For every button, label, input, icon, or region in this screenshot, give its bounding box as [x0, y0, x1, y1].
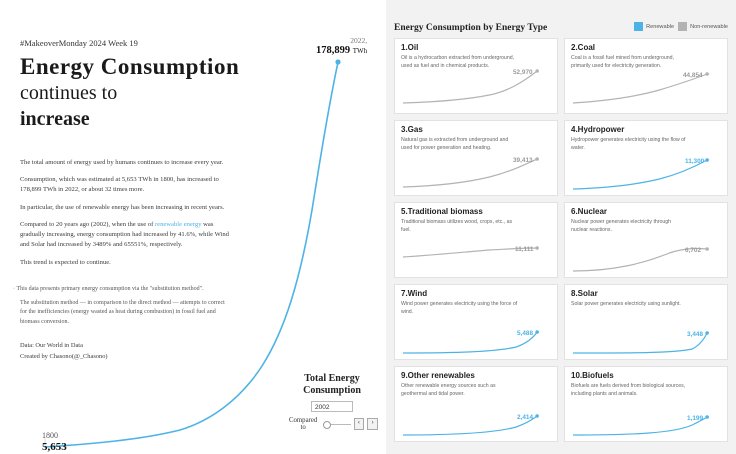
headline-line-2: continues to: [20, 82, 118, 105]
peak-annotation: [316, 36, 367, 56]
card-value-oil: 52,970: [513, 69, 533, 76]
card-desc-nuclear: Nuclear power generates electricity through nuclear reactions.: [571, 219, 672, 233]
total-energy-control: [286, 373, 378, 431]
sparkline-wind: [395, 284, 557, 359]
energy-card-oil[interactable]: [394, 38, 558, 114]
energy-card-biofuels[interactable]: [564, 366, 728, 442]
body-copy: [20, 158, 235, 275]
card-index-hydropower: 4.: [571, 125, 578, 134]
card-name-traditional-biomass: Traditional biomass: [407, 207, 483, 216]
card-desc-biofuels: Biofuels are fuels derived from biological sources, including plants and animals.: [571, 383, 686, 397]
highlight-renewable-energy: renewable energy: [154, 220, 202, 228]
card-name-hydropower: Hydropower: [577, 125, 625, 134]
energy-card-coal[interactable]: [564, 38, 728, 114]
control-title-line-2: Consumption: [303, 385, 361, 396]
energy-card-wind[interactable]: [394, 284, 558, 360]
energy-card-nuclear[interactable]: [564, 202, 728, 278]
sparkline-other-renewables: [395, 366, 557, 441]
prev-year-button[interactable]: ‹: [354, 418, 365, 430]
footnote-text-1: This data presents primary energy consumption via the "substitution method".: [16, 286, 204, 292]
card-index-wind: 7.: [401, 289, 408, 298]
slider-thumb[interactable]: [323, 421, 331, 429]
card-index-gas: 3.: [401, 125, 408, 134]
energy-card-gas[interactable]: [394, 120, 558, 196]
sparkline-nuclear: [565, 202, 727, 277]
credits: [20, 341, 108, 363]
body-paragraph-5: This trend is expected to continue.: [20, 258, 111, 266]
kicker-label: #MakeoverMonday 2024 Week 19: [20, 38, 138, 48]
card-desc-solar: Solar power generates electricity using sunlight.: [571, 301, 681, 307]
compare-control-row: [286, 417, 378, 431]
footnote-line-2: The substitution method — in comparison to the direct method — attempts to correct for the inefficiencies (energy wasted as heat during combustion) in fossil fuel and biomass conversion.: [20, 299, 225, 325]
footnote: [13, 285, 230, 327]
sparkline-solar: [565, 284, 727, 359]
body-paragraph-2: Consumption, which was estimated at 5,653 TWh in 1800, has increased to 178,899 TWh in 2022, or about 32 times more.: [20, 176, 219, 194]
card-desc-traditional-biomass: Traditional biomass utilizes wood, crops, etc., as fuel.: [401, 219, 513, 233]
start-annotation: [42, 431, 67, 453]
peak-year-label: 2022,: [350, 36, 368, 45]
energy-card-traditional-biomass[interactable]: [394, 202, 558, 278]
card-value-solar: 3,448: [687, 331, 703, 338]
card-index-solar: 8.: [571, 289, 578, 298]
card-desc-gas: Natural gas is extracted from underground and used for power generation and heating.: [401, 137, 509, 151]
card-value-nuclear: 6,702: [685, 247, 701, 254]
card-value-coal: 44,854: [683, 72, 703, 79]
card-name-nuclear: Nuclear: [577, 207, 608, 216]
legend-item-non-renewable: [678, 22, 728, 31]
year-slider[interactable]: [323, 420, 350, 429]
energy-type-panel: [386, 0, 736, 454]
card-index-oil: 1.: [401, 43, 408, 52]
legend: [634, 22, 728, 31]
card-name-wind: Wind: [407, 289, 428, 298]
legend-item-renewable: [634, 22, 674, 31]
card-index-nuclear: 6.: [571, 207, 578, 216]
card-name-biofuels: Biofuels: [582, 371, 614, 380]
legend-label-non-renewable: Non-renewable: [690, 23, 728, 30]
page-title: [20, 54, 280, 132]
card-index-coal: 2.: [571, 43, 578, 52]
card-value-other-renewables: 2,414: [517, 414, 533, 421]
card-desc-oil: Oil is a hydrocarbon extracted from underground, used as fuel and in chemical products.: [401, 55, 515, 69]
legend-label-renewable: Renewable: [646, 23, 675, 30]
card-index-other-renewables: 9.: [401, 371, 408, 380]
card-value-gas: 39,413: [513, 157, 533, 164]
card-desc-other-renewables: Other renewable energy sources such as geothermal and tidal power.: [401, 383, 496, 397]
credit-data-source: Data: Our World in Data: [20, 342, 83, 349]
legend-swatch-non-renewable: [678, 22, 687, 31]
card-name-other-renewables: Other renewables: [407, 371, 475, 380]
control-title-line-1: Total Energy: [304, 373, 360, 384]
energy-card-solar[interactable]: [564, 284, 728, 360]
next-year-button[interactable]: ›: [367, 418, 378, 430]
start-year-label: 1800: [42, 431, 58, 440]
card-index-traditional-biomass: 5.: [401, 207, 408, 216]
body-paragraph-4-text: Compared to 20 years ago (2002), when the use of renewable energy was gradually increasing, energy consumption had increased by 41.6%, while Wind and Solar had increased by 3489% and 65551%, respectively.: [20, 220, 229, 249]
compare-label: Compared to: [288, 417, 318, 431]
card-desc-wind: Wind power generates electricity using the force of wind.: [401, 301, 518, 315]
card-value-biofuels: 1,199: [687, 415, 703, 422]
sparkline-traditional-biomass: [395, 202, 557, 277]
card-name-gas: Gas: [407, 125, 423, 134]
card-value-wind: 5,488: [517, 330, 533, 337]
panel-header: [394, 22, 728, 36]
peak-value-unit: TWh: [352, 47, 368, 55]
footnote-line-1: · This data presents primary energy consumption via the "substitution method".: [13, 286, 204, 292]
body-paragraph-3: In particular, the use of renewable energy has been increasing in recent years.: [20, 203, 225, 211]
card-desc-hydropower: Hydropower generates electricity using the flow of water.: [571, 137, 686, 151]
peak-value-number: 178,899: [316, 45, 351, 56]
card-name-solar: Solar: [577, 289, 598, 298]
year-input[interactable]: 2002: [311, 401, 353, 412]
card-name-oil: Oil: [407, 43, 419, 52]
card-value-traditional-biomass: 11,111: [515, 246, 534, 253]
sparkline-biofuels: [565, 366, 727, 441]
energy-card-other-renewables[interactable]: [394, 366, 558, 442]
card-value-hydropower: 11,300: [685, 158, 705, 165]
body-paragraph-4: [20, 220, 235, 251]
energy-type-card-grid: [394, 38, 728, 442]
card-name-coal: Coal: [577, 43, 596, 52]
energy-card-hydropower[interactable]: [564, 120, 728, 196]
body-paragraph-1: The total amount of energy used by humans continues to increase every year.: [20, 159, 224, 166]
start-value-label: 5,653: [42, 441, 67, 453]
legend-swatch-renewable: [634, 22, 643, 31]
headline-line-3: increase: [20, 108, 90, 131]
headline-line-1: Energy Consumption: [20, 54, 240, 79]
panel-title: Energy Consumption by Energy Type: [394, 23, 548, 33]
peak-value-label: [316, 45, 367, 56]
card-index-biofuels: 10.: [571, 371, 583, 380]
credit-author: Created by Chasono(@_Chasono): [20, 352, 108, 360]
card-desc-coal: Coal is a fossil fuel mined from underground, primarily used for electricity generation.: [571, 55, 674, 69]
